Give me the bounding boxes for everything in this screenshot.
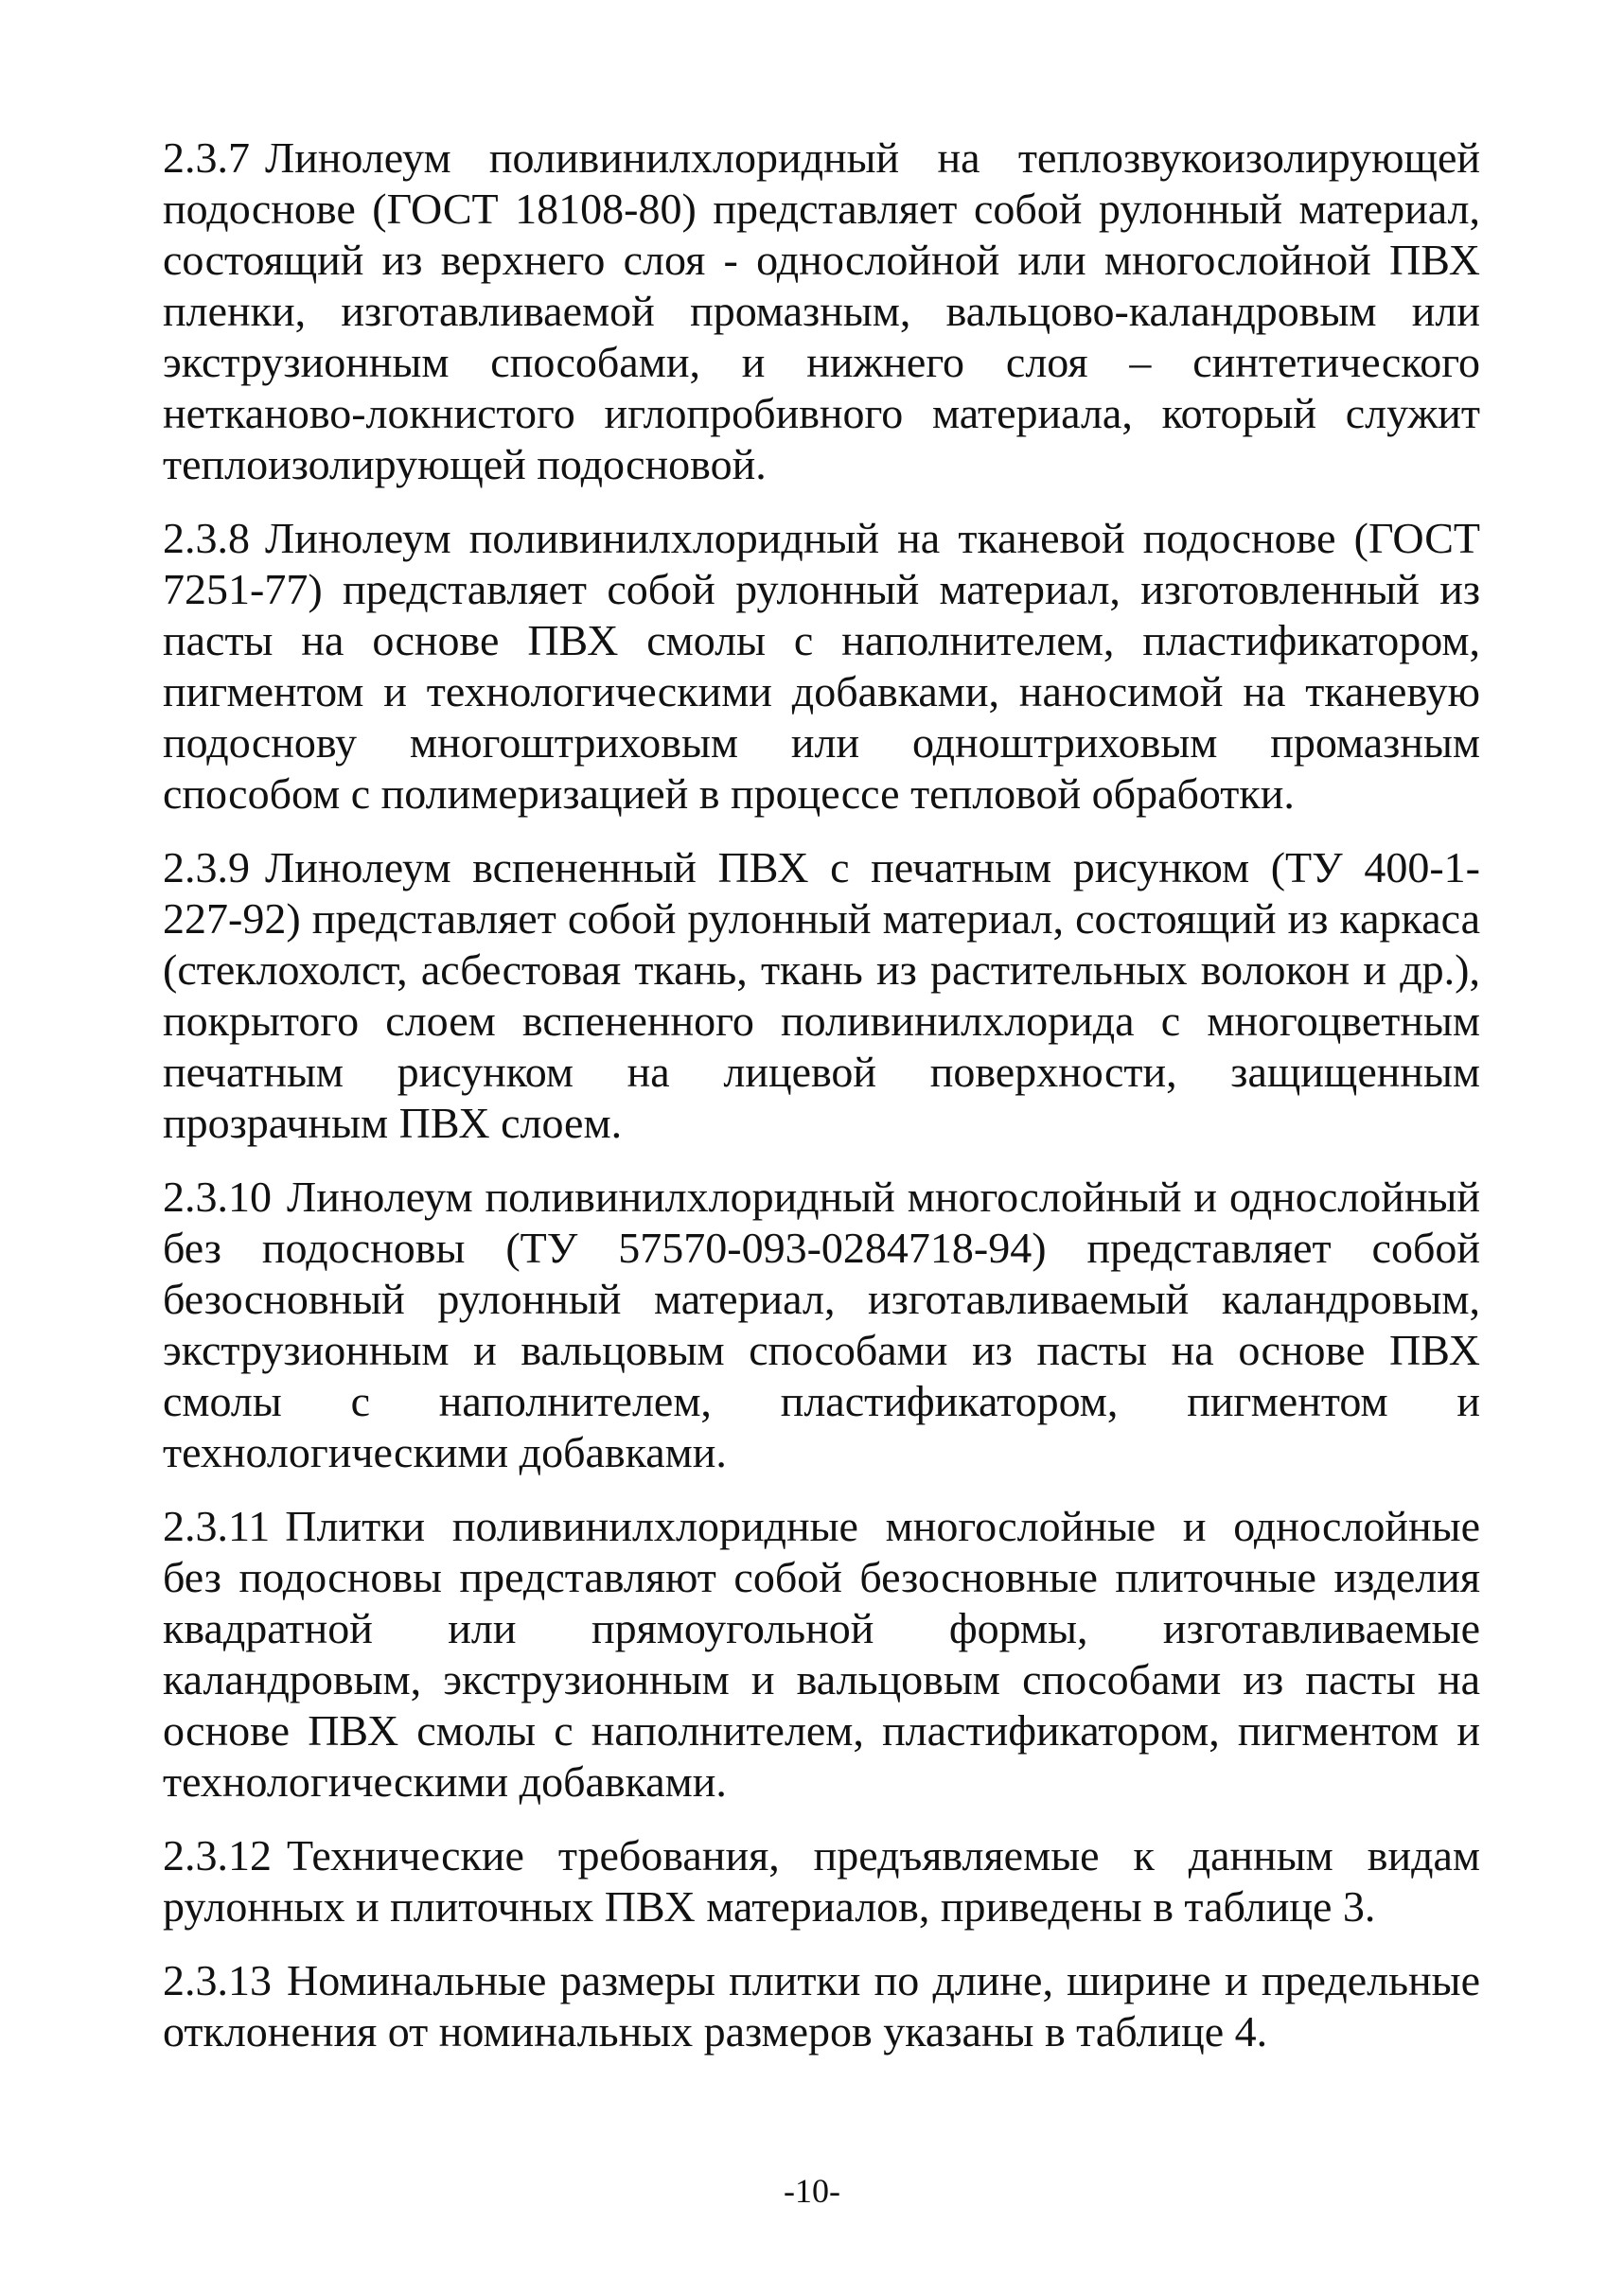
paragraph-text: Плитки поливинилхлоридные многослойные и однослойные без подосновы представляют собой безосновные плиточные изделия квадратной или прямоугольной формы, изготавливаемые каландровым, экструзионным и вальцовым способами из пасты на основе ПВХ смолы с наполнителем, пластификатором, пигментом и технологическими добавками. — [163, 1502, 1480, 1806]
paragraph-2-3-9 — [163, 842, 1480, 1149]
paragraph-text: Линолеум поливинилхлоридный на теплозвукоизолирующей подоснове (ГОСТ 18108-80) представляет собой рулонный материал, состоящий из верхнего слоя - однослойной или многослойной ПВХ пленки, изготавливаемой промазным, вальцово-каландровым или экструзионным способами, и нижнего слоя – синтетического нетканово-локнистого иглопробивного материала, который служит теплоизолирующей подосновой. — [163, 133, 1480, 488]
paragraph-2-3-11 — [163, 1501, 1480, 1808]
paragraph-number: 2.3.11 — [163, 1502, 271, 1550]
paragraph-2-3-12 — [163, 1830, 1480, 1932]
paragraph-number: 2.3.10 — [163, 1173, 272, 1221]
paragraph-number: 2.3.8 — [163, 514, 250, 562]
paragraph-number: 2.3.9 — [163, 843, 250, 891]
paragraph-number: 2.3.13 — [163, 1956, 272, 2004]
paragraph-number: 2.3.7 — [163, 133, 250, 182]
paragraph-text: Линолеум вспененный ПВХ с печатным рисунком (ТУ 400-1-227-92) представляет собой рулонный материал, состоящий из каркаса (стеклохолст, асбестовая ткань, ткань из растительных волокон и др.), покрытого слоем вспененного поливинилхлорида с многоцветным печатным рисунком на лицевой поверхности, защищенным прозрачным ПВХ слоем. — [163, 843, 1480, 1147]
paragraph-text: Линолеум поливинилхлоридный многослойный и однослойный без подосновы (ТУ 57570-093-0284718-94) представляет собой безосновный рулонный материал, изготавливаемый каландровым, экструзионным и вальцовым способами из пасты на основе ПВХ смолы с наполнителем, пластификатором, пигментом и технологическими добавками. — [163, 1173, 1480, 1476]
paragraph-text: Номинальные размеры плитки по длине, ширине и предельные отклонения от номинальных размеров указаны в таблице 4. — [163, 1956, 1480, 2056]
paragraph-2-3-7 — [163, 132, 1480, 490]
paragraph-2-3-8 — [163, 513, 1480, 820]
page-number: -10- — [784, 2172, 840, 2210]
paragraph-text: Линолеум поливинилхлоридный на тканевой подоснове (ГОСТ 7251-77) представляет собой рулонный материал, изготовленный из пасты на основе ПВХ смолы с наполнителем, пластификатором, пигментом и технологическими добавками, наносимой на тканевую подоснову многоштриховым или одноштриховым промазным способом с полимеризацией в процессе тепловой обработки. — [163, 514, 1480, 818]
body-text — [163, 132, 1480, 2080]
paragraph-2-3-13 — [163, 1955, 1480, 2057]
paragraph-2-3-10 — [163, 1172, 1480, 1478]
paragraph-number: 2.3.12 — [163, 1831, 272, 1879]
paragraph-text: Технические требования, предъявляемые к данным видам рулонных и плиточных ПВХ материалов, приведены в таблице 3. — [163, 1831, 1480, 1931]
